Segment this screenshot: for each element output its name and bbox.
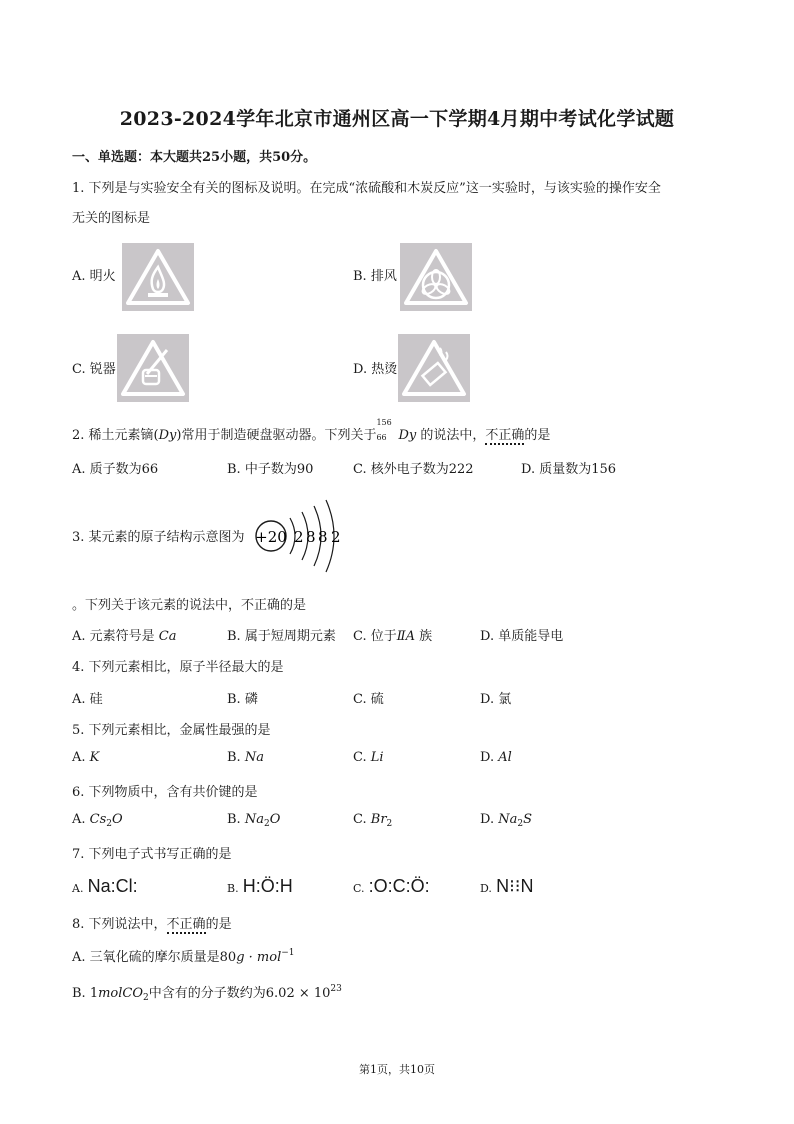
q3-option-a	[72, 625, 177, 644]
shell-electrons-4: 2	[331, 528, 341, 546]
q5-option-d	[480, 750, 512, 765]
q5-b-symbol: Na	[244, 750, 264, 765]
hot-surface-icon	[398, 334, 470, 402]
q3-c-text: C. 位于	[353, 629, 397, 644]
q2-mass-number: 156	[376, 418, 392, 427]
q6-b-label: B.	[227, 812, 241, 827]
q8-text-2: 的是	[205, 917, 232, 932]
q7-c-formula: :O:C:Ö:	[368, 876, 430, 896]
q3-stem: 3. 某元素的原子结构示意图为	[72, 530, 245, 545]
q8-a-unit: g · mol	[236, 950, 282, 965]
q2-text-3: 的说法中，	[416, 428, 486, 443]
q6-option-b	[227, 812, 280, 829]
q1-option-d: D. 热烫	[353, 362, 398, 377]
q8-option-b	[72, 982, 342, 1003]
q7-a-formula: Na:Cl:	[87, 876, 138, 896]
q4-option-c: C. 硫	[353, 692, 384, 707]
q8-a-value: 80	[219, 950, 237, 965]
q2-nuclide	[376, 418, 398, 444]
ventilation-fan-icon	[400, 243, 472, 311]
q6-d-sub: 2	[517, 819, 524, 829]
nucleus-charge: +20	[255, 528, 287, 546]
q2-option-b: B. 中子数为90	[227, 462, 314, 477]
q4-option-d: D. 氯	[480, 692, 512, 707]
shell-electrons-3: 8	[318, 528, 328, 546]
atomic-structure-diagram	[252, 496, 348, 576]
q5-c-label: C.	[353, 750, 367, 765]
q7-b-formula: H:Ö:H	[242, 876, 293, 896]
q5-stem: 5. 下列元素相比，金属性最强的是	[72, 723, 271, 738]
q6-stem: 6. 下列物质中，含有共价键的是	[72, 785, 258, 800]
q6-d-el1: Na	[498, 812, 518, 827]
q4-option-a: A. 硅	[72, 692, 103, 707]
q3-a-symbol: Ca	[158, 629, 177, 644]
q3-a-text: A. 元素符号是	[72, 629, 155, 644]
q1-option-b: B. 排风	[353, 269, 397, 284]
q8-a-exponent: −1	[281, 948, 295, 958]
q3-c-suffix: 族	[419, 629, 433, 644]
sharp-object-icon	[117, 334, 189, 402]
q1-stem-line1: 1. 下列是与实验安全有关的图标及说明。在完成“浓硫酸和木炭反应”这一实验时，与该实验的操作安全	[72, 181, 661, 196]
q1-stem-line2: 无关的图标是	[72, 211, 151, 226]
q6-c-label: C.	[353, 812, 367, 827]
q7-b-label: B.	[227, 882, 239, 895]
q5-a-symbol: K	[89, 750, 100, 765]
q3-c-group: ⅡA	[396, 629, 415, 644]
q6-a-sub: 2	[106, 819, 113, 829]
q6-a-el1: Cs	[89, 812, 107, 827]
q3-option-b: B. 属于短周期元素	[227, 629, 336, 644]
q7-option-c	[353, 876, 430, 897]
q8-option-a	[72, 946, 295, 965]
q2-text-2: )常用于制造硬盘驱动器。下列关于	[176, 428, 377, 443]
page-footer: 第1页，共10页	[359, 1063, 435, 1076]
q7-a-label: A.	[72, 882, 84, 895]
q6-b-el1: Na	[244, 812, 264, 827]
q2-option-c: C. 核外电子数为222	[353, 462, 474, 477]
q8-emphasis: 不正确	[166, 917, 206, 932]
q5-d-label: D.	[480, 750, 495, 765]
q6-b-el2: O	[269, 812, 281, 827]
q2-option-a: A. 质子数为66	[72, 462, 159, 477]
q2-atomic-number: 66	[376, 433, 387, 442]
shell-electrons-1: 2	[294, 528, 304, 546]
q8-b-exponent: 23	[330, 984, 342, 994]
q7-option-d	[480, 876, 534, 897]
q7-d-formula: N⁝⁝N	[496, 876, 534, 896]
q4-stem: 4. 下列元素相比，原子半径最大的是	[72, 660, 284, 675]
q5-a-label: A.	[72, 750, 86, 765]
q5-b-label: B.	[227, 750, 241, 765]
q6-b-sub: 2	[263, 819, 270, 829]
q6-option-d	[480, 812, 532, 829]
q2-text-4: 的是	[524, 428, 551, 443]
q2-option-d: D. 质量数为156	[521, 462, 617, 477]
q8-b-text-2: 中含有的分子数约为	[148, 986, 266, 1001]
q5-option-b	[227, 750, 264, 765]
section-heading: 一、单选题：本大题共25小题，共50分。	[72, 150, 317, 165]
q7-option-a	[72, 876, 138, 897]
q5-c-symbol: Li	[370, 750, 384, 765]
q3-option-d: D. 单质能导电	[480, 629, 564, 644]
q6-c-sub: 2	[386, 819, 393, 829]
q2-text-1: 2. 稀土元素镝(	[72, 428, 159, 443]
q1-option-c: C. 锐器	[72, 362, 116, 377]
q2-nuclide-symbol: Dy	[398, 428, 417, 443]
q8-b-mol: mol	[98, 986, 123, 1001]
q5-d-symbol: Al	[498, 750, 512, 765]
q6-c-el1: Br	[370, 812, 387, 827]
q8-b-text: B. 1	[72, 986, 99, 1001]
q8-b-co: CO	[122, 986, 144, 1001]
q8-stem	[72, 913, 232, 932]
q8-b-sub: 2	[143, 993, 149, 1003]
q7-stem: 7. 下列电子式书写正确的是	[72, 847, 232, 862]
q6-option-a	[72, 812, 123, 829]
q5-option-a	[72, 750, 99, 765]
q8-text-1: 8. 下列说法中，	[72, 917, 167, 932]
q3-stem-line2: 。下列关于该元素的说法中，不正确的是	[72, 598, 307, 613]
page-title: 2023-2024学年北京市通州区高一下学期4月期中考试化学试题	[119, 108, 675, 130]
q8-a-text: A. 三氧化硫的摩尔质量是	[72, 950, 220, 965]
open-flame-icon	[122, 243, 194, 311]
q1-option-a: A. 明火	[72, 269, 116, 284]
q2-stem	[72, 418, 551, 444]
q7-c-label: C.	[353, 882, 365, 895]
q7-option-b	[227, 876, 293, 897]
q2-emphasis: 不正确	[485, 428, 525, 443]
q3-option-c	[353, 625, 432, 644]
q6-d-el2: S	[523, 812, 533, 827]
q2-dy-symbol: Dy	[158, 428, 177, 443]
shell-electrons-2: 8	[306, 528, 316, 546]
q5-option-c	[353, 750, 384, 765]
q6-a-el2: O	[112, 812, 123, 827]
q6-option-c	[353, 812, 392, 829]
q8-b-value: 6.02 × 10	[265, 986, 331, 1001]
q6-d-label: D.	[480, 812, 495, 827]
q4-option-b: B. 磷	[227, 692, 258, 707]
q6-a-label: A.	[72, 812, 86, 827]
q7-d-label: D.	[480, 882, 492, 895]
